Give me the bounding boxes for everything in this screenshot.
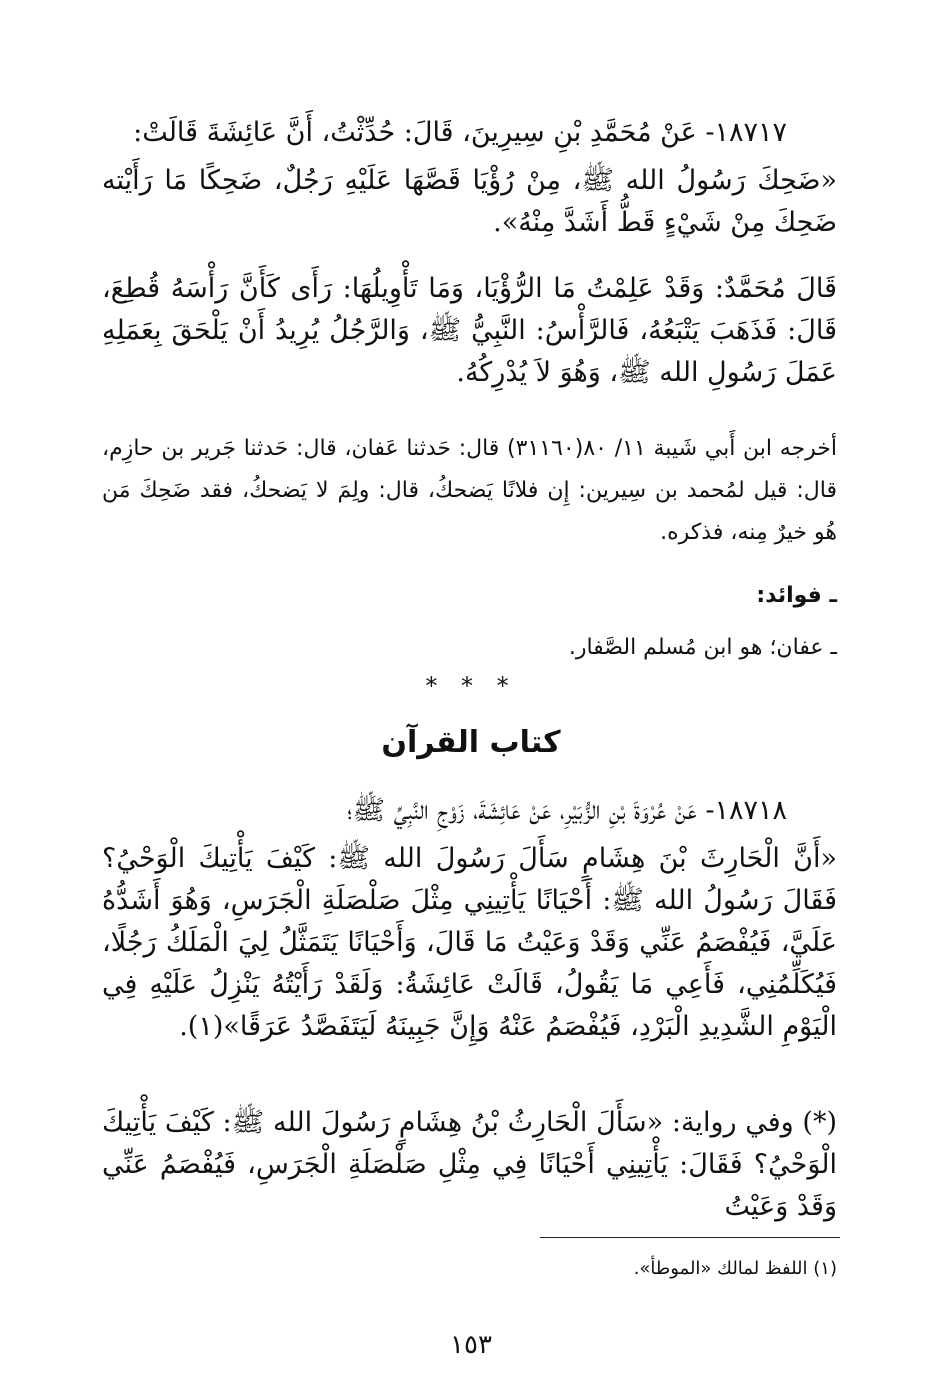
hadith-18718-heading: ١٨٧١٨- عَنْ عُرْوَةَ بْنِ الزُّبَيْرِ، عَنْ عَائِشَةَ، زَوْجِ النَّبِيِّ ﷺ؛ [347, 795, 787, 826]
fawaid-item: ـ عفان؛ هو ابن مُسلم الصَّفار. [568, 635, 837, 660]
section-separator: * * * [425, 672, 517, 700]
fawaid-label: ـ فوائد: [756, 583, 837, 608]
hadith-18717-text: «ضَحِكَ رَسُولُ الله ﷺ، مِنْ رُؤْيَا قَصَّهَا عَلَيْهِ رَجُلٌ، ضَحِكًا مَا رَأَيْته ضَحِكَ مِنْ شَيْءٍ قَطُّ أَشَدَّ مِنْهُ». [102, 165, 837, 238]
footnote: (١) اللفظ لمالك «الموطأ». [633, 1258, 837, 1279]
hadith-18717-commentary: قَالَ مُحَمَّدٌ: وَقَدْ عَلِمْتُ مَا الرُّؤْيَا، وَمَا تَأْوِيلُهَا: رَأَى كَأَنَّ رَأْسَهُ قُطِعَ، قَالَ: فَذَهَبَ يَتْبَعُهُ، فَالرَّأْسُ: النَّبِيُّ ﷺ، وَالرَّجُلُ يُرِيدُ أَنْ يَلْحَقَ بِعَمَلِهِ عَمَلَ رَسُولِ الله ﷺ، وَهُوَ لاَ يُدْرِكُهُ. [102, 273, 837, 388]
chapter-title: كتاب القرآن [381, 725, 561, 760]
hadith-18717-heading: ١٨٧١٧- عَنْ مُحَمَّدِ بْنِ سِيرِينَ، قَالَ: حُدِّثْتُ، أَنَّ عَائِشَةَ قَالَتْ: [133, 117, 787, 148]
hadith-18718-variant: (*) وفي رواية: «سَأَلَ الْحَارِثُ بْنُ هِشَامٍ رَسُولَ الله ﷺ: كَيْفَ يَأْتِيكَ الْوَحْيُ؟ فَقَالَ: يَأْتِينِي أَحْيَانًا فِي مِثْلِ صَلْصَلَةِ الْجَرَسِ، فَيُفْصَمُ عَنِّي وَقَدْ وَعَيْتُ [102, 1107, 837, 1222]
hadith-18717-takhrij: أخرجه ابن أَبي شَيبة ١١/ ٨٠(٣١١٦٠) قال: حَدثنا عَفان، قال: حَدثنا جَرير بن حازِم، قال: قيل لمُحمد بن سِيرين: إِن فلانًا يَضحكُ، قال: ولِمَ لا يَضحكُ، فقد ضَحِكَ مَن هُو خيرٌ مِنه، فذكره. [102, 436, 838, 545]
footnote-divider [540, 1237, 840, 1238]
page-number: ١٥٣ [450, 1330, 492, 1360]
hadith-18718-text: «أَنَّ الْحَارِثَ بْنَ هِشَامٍ سَأَلَ رَسُولَ الله ﷺ: كَيْفَ يَأْتِيكَ الْوَحْيُ؟ فَقَالَ رَسُولُ الله ﷺ: أَحْيَانًا يَأْتِينِي مِثْلَ صَلْصَلَةِ الْجَرَسِ، وَهُوَ أَشَدُّهُ عَلَيَّ، فَيُفْصَمُ عَنِّي وَقَدْ وَعَيْتُ مَا قَالَ، وَأَحْيَانًا يَتَمَثَّلُ لِيَ الْمَلَكُ رَجُلًا، فَيُكَلِّمُنِي، فَأَعِي مَا يَقُولُ، قَالَتْ عَائِشَةُ: وَلَقَدْ رَأَيْتُهُ يَنْزِلُ عَلَيْهِ فِي الْيَوْمِ الشَّدِيدِ الْبَرْدِ، فَيُفْصَمُ عَنْهُ وَإِنَّ جَبِينَهُ لَيَتَفَصَّدُ عَرَقًا»(١). [102, 843, 837, 1042]
